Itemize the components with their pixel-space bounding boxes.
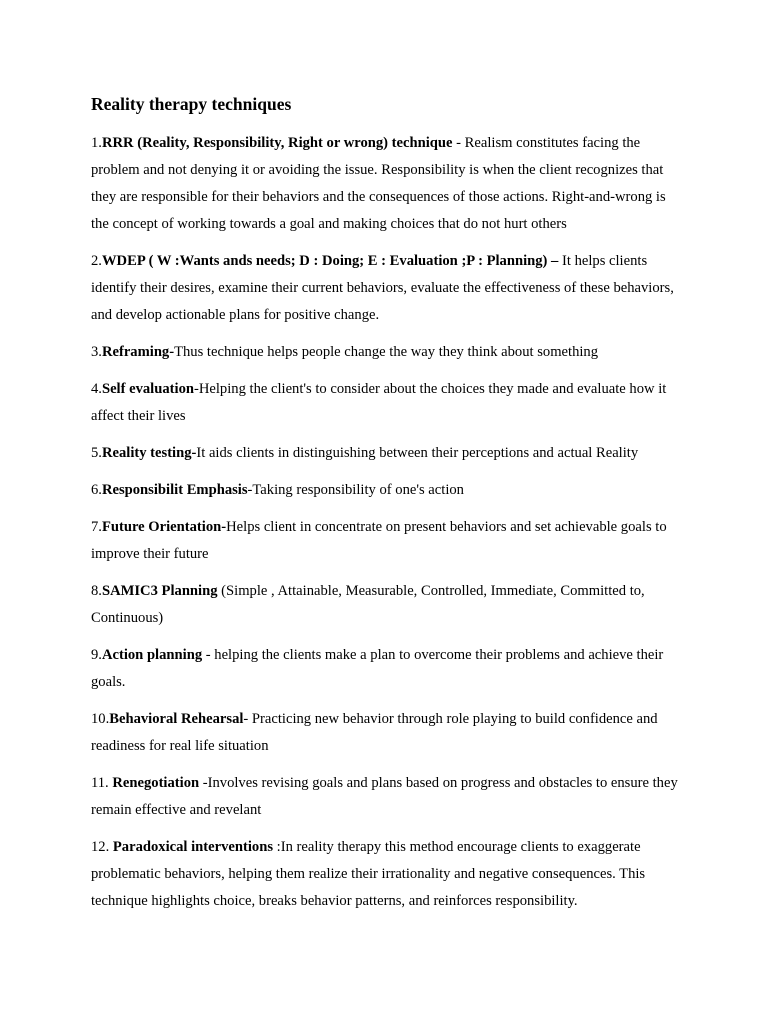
technique-description: Thus technique helps people change the way they think about something [174, 344, 599, 360]
technique-term: Responsibilit Emphasis [101, 482, 248, 498]
technique-term: WDEP ( W :Wants ands needs; D : Doing; E : Evaluation ;P : Planning) – [101, 253, 559, 269]
technique-item-12 [91, 834, 681, 915]
technique-item-2 [91, 248, 681, 329]
technique-item-7 [91, 514, 681, 568]
technique-term: Action planning [101, 647, 203, 663]
item-number: 5. [91, 445, 102, 461]
technique-item-3 [91, 339, 681, 366]
technique-item-6 [91, 477, 681, 504]
item-number: 12. [91, 839, 113, 855]
technique-description: Helps client in concentrate on present behaviors and set achievable goals to improve their future [91, 519, 667, 562]
technique-description: It aids clients in distinguishing between their perceptions and actual Reality [196, 445, 639, 461]
technique-term: Reality testing- [101, 445, 197, 461]
document-title: Reality therapy techniques [91, 94, 292, 114]
technique-item-8 [91, 578, 681, 632]
technique-item-1 [91, 130, 681, 238]
technique-description: It helps clients identify their desires, examine their current behaviors, evaluate the effectiveness of these behaviors, and develop actionable plans for positive change. [91, 253, 674, 323]
item-number: 3. [91, 344, 102, 360]
technique-term: Behavioral Rehearsal [109, 711, 244, 727]
technique-description: :In reality therapy this method encourage clients to exaggerate problematic behaviors, helping them realize their irrationality and negative consequences. This technique highlights choice, breaks behavior patterns, and reinforces responsibility. [91, 839, 646, 909]
technique-description: - Realism constitutes facing the problem and not denying it or avoiding the issue. Responsibility is when the client recognizes that they are responsible for their behaviors and the consequences of those actions. Right-and-wrong is the concept of working towards a goal and making choices that do not hurt others [91, 135, 666, 232]
item-number: 9. [91, 647, 102, 663]
technique-description: - Practicing new behavior through role playing to build confidence and readiness for real life situation [91, 711, 658, 754]
item-number: 6. [91, 482, 102, 498]
document-page [91, 92, 681, 925]
technique-description: -Involves revising goals and plans based on progress and obstacles to ensure they remain effective and revelant [91, 775, 678, 818]
technique-item-11 [91, 770, 681, 824]
technique-description: -Helping the client's to consider about the choices they made and evaluate how it affect their lives [91, 381, 667, 424]
technique-description: - helping the clients make a plan to overcome their problems and achieve their goals. [91, 647, 664, 690]
item-number: 2. [91, 253, 102, 269]
item-number: 1. [91, 135, 102, 151]
technique-term: RRR (Reality, Responsibility, Right or wrong) technique [101, 135, 453, 151]
technique-description: (Simple , Attainable, Measurable, Controlled, Immediate, Committed to, Continuous) [91, 583, 645, 626]
technique-item-10 [91, 706, 681, 760]
item-number: 8. [91, 583, 102, 599]
technique-term: Self evaluation [101, 381, 194, 397]
item-number: 11. [91, 775, 113, 791]
technique-item-5 [91, 440, 681, 467]
technique-description: -Taking responsibility of one's action [247, 482, 464, 498]
technique-term: SAMIC3 Planning [101, 583, 218, 599]
technique-item-4 [91, 376, 681, 430]
item-number: 4. [91, 381, 102, 397]
item-number: 7. [91, 519, 102, 535]
technique-term: Paradoxical interventions [112, 839, 274, 855]
technique-term: Renegotiation [112, 775, 200, 791]
technique-term: Reframing- [101, 344, 175, 360]
item-number: 10. [91, 711, 110, 727]
technique-item-9 [91, 642, 681, 696]
technique-term: Future Orientation- [101, 519, 227, 535]
